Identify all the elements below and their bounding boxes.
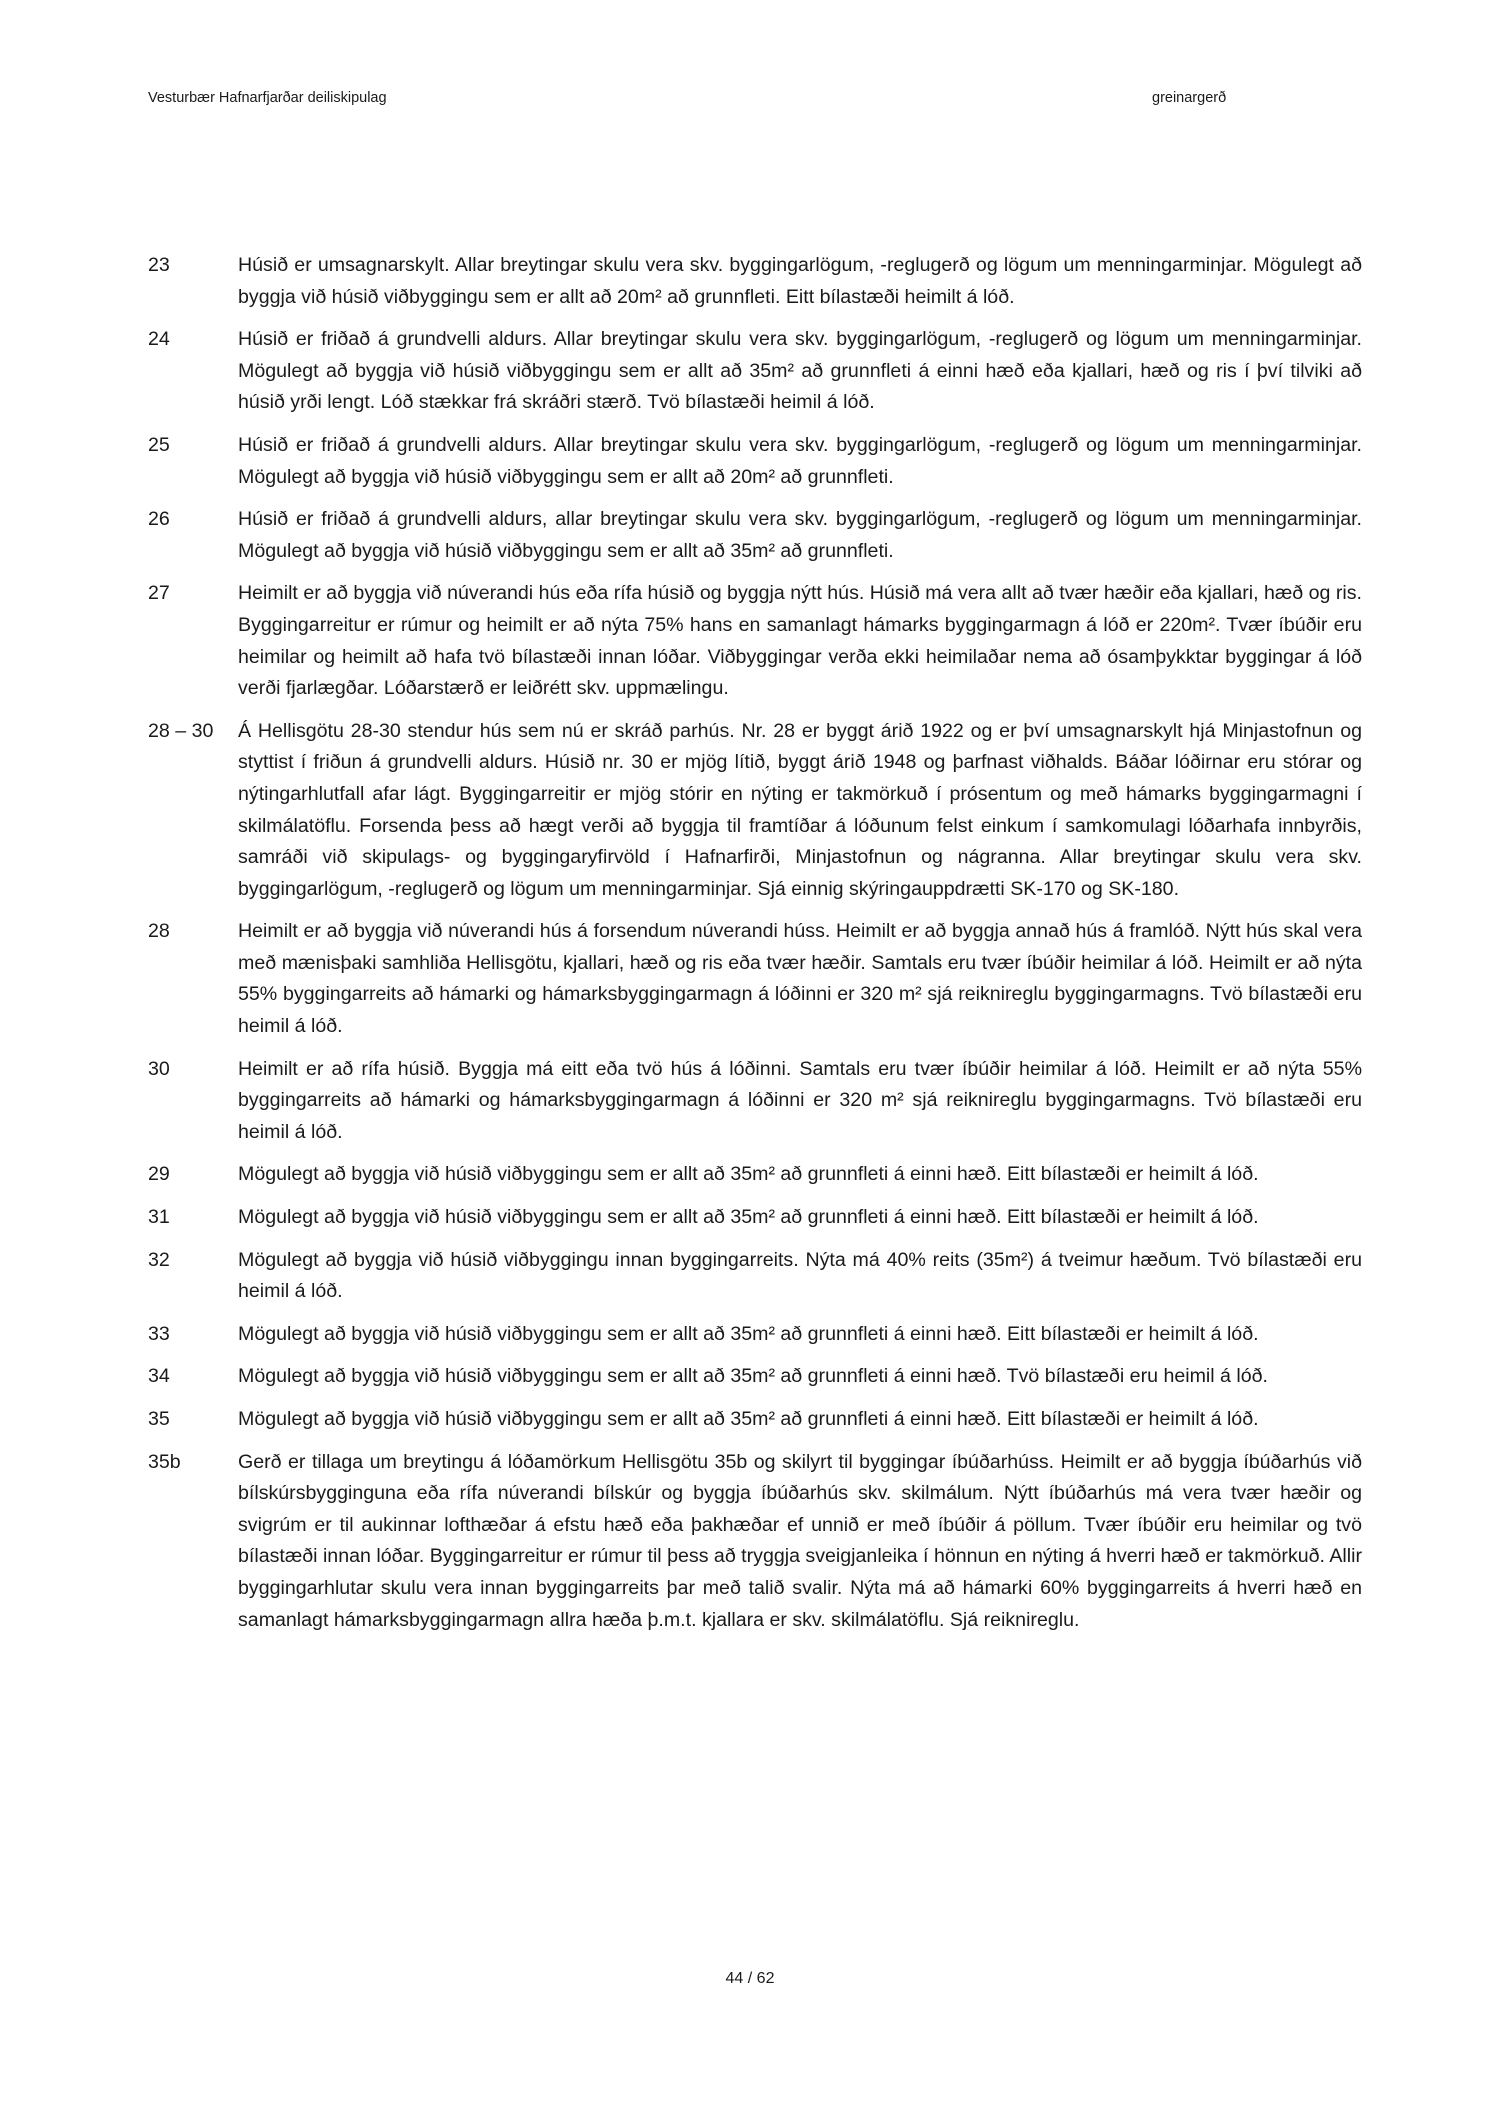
numbered-paragraph bbox=[148, 430, 1362, 493]
page-number: 44 / 62 bbox=[725, 1970, 775, 1987]
numbered-paragraph bbox=[148, 324, 1362, 419]
paragraph-number: 25 bbox=[148, 433, 170, 456]
paragraph-text: Mögulegt að byggja við húsið viðbyggingu sem er allt að 35m² að grunnfleti á einni hæð. Eitt bílastæði er heimilt á lóð. bbox=[238, 1322, 1259, 1345]
paragraph-text: Gerð er tillaga um breytingu á lóðamörkum Hellisgötu 35b og skilyrt til byggingar íbúðarhúss. Heimilt er að byggja íbúðarhús við bílskúrsbygginguna eða rífa núverandi bílskúr og byggja íbúðarhús skv. skilmálum. Nýtt íbúðarhús má vera tvær hæðir og svigrúm er til aukinnar lofthæðar á efstu hæð eða þakhæðar ef unnið er með íbúðir á pöllum. Tvær íbúðir eru heimilar og tvö bílastæði innan lóðar. Byggingarreitur er rúmur til þess að tryggja sveigjanleika í hönnun en nýting á hverri hæð er takmörkuð. Allir byggingarhlutar skulu vera innan byggingarreits þar með talið svalir. Nýta má að hámarki 60% byggingarreits á hverri hæð en samanlagt hámarksbyggingarmagn allra hæða þ.m.t. kjallara er skv. skilmálatöflu. Sjá reiknireglu. bbox=[238, 1450, 1362, 1631]
header-document-title: Vesturbær Hafnarfjarðar deiliskipulag bbox=[148, 90, 387, 106]
paragraph-number: 35b bbox=[148, 1450, 181, 1473]
numbered-paragraph bbox=[148, 1361, 1362, 1393]
paragraph-text: Húsið er friðað á grundvelli aldurs, allar breytingar skulu vera skv. byggingarlögum, -reglugerð og lögum um menningarminjar. Mögulegt að byggja við húsið viðbyggingu sem er allt að 35m² að grunnfleti. bbox=[238, 508, 1362, 562]
paragraph-number: 29 bbox=[148, 1163, 170, 1186]
paragraph-text: Mögulegt að byggja við húsið viðbyggingu innan byggingarreits. Nýta má 40% reits (35m²) á tveimur hæðum. Tvö bílastæði eru heimil á lóð. bbox=[238, 1248, 1362, 1303]
paragraph-number: 24 bbox=[148, 328, 170, 351]
paragraph-text: Mögulegt að byggja við húsið viðbyggingu sem er allt að 35m² að grunnfleti á einni hæð. Tvö bílastæði eru heimil á lóð. bbox=[238, 1365, 1268, 1388]
paragraph-text: Mögulegt að byggja við húsið viðbyggingu sem er allt að 35m² að grunnfleti á einni hæð. Eitt bílastæði er heimilt á lóð. bbox=[238, 1163, 1259, 1186]
paragraph-number: 27 bbox=[148, 582, 170, 605]
paragraph-number: 31 bbox=[148, 1206, 170, 1229]
numbered-paragraph bbox=[148, 716, 1362, 906]
paragraph-number: 28 bbox=[148, 920, 170, 943]
paragraph-number: 30 bbox=[148, 1057, 170, 1080]
paragraph-text: Húsið er umsagnarskylt. Allar breytingar skulu vera skv. byggingarlögum, -reglugerð og lögum um menningarminjar. Mögulegt að byggja við húsið viðbyggingu sem er allt að 20m² að grunnfleti. Eitt bílastæði heimilt á lóð. bbox=[238, 254, 1362, 308]
paragraph-text: Mögulegt að byggja við húsið viðbyggingu sem er allt að 35m² að grunnfleti á einni hæð. Eitt bílastæði er heimilt á lóð. bbox=[238, 1408, 1259, 1430]
numbered-paragraph bbox=[148, 1404, 1362, 1436]
numbered-paragraph bbox=[148, 916, 1362, 1042]
paragraph-number: 35 bbox=[148, 1408, 170, 1430]
numbered-paragraph bbox=[148, 1319, 1362, 1351]
numbered-paragraph bbox=[148, 1202, 1362, 1234]
paragraph-number: 26 bbox=[148, 508, 170, 531]
paragraph-text: Heimilt er að byggja við núverandi hús eða rífa húsið og byggja nýtt hús. Húsið má vera allt að tvær hæðir eða kjallari, hæð og ris. Byggingarreitur er rúmur og heimilt er að nýta 75% hans en samanlagt hámarks byggingarmagn á lóð er 220m². Tvær íbúðir eru heimilar og heimilt að hafa tvö bílastæði innan lóðar. Viðbyggingar verða ekki heimilaðar nema að ósamþykktar byggingar á lóð verði fjarlægðar. Lóðarstærð er leiðrétt skv. uppmælingu. bbox=[238, 582, 1362, 700]
paragraph-text: Heimilt er að rífa húsið. Byggja má eitt eða tvö hús á lóðinni. Samtals eru tvær íbúðir heimilar á lóð. Heimilt er að nýta 55% byggingarreits að hámarki og hámarksbyggingarmagn á lóðinni er 320 m² sjá reiknireglu byggingarmagns. Tvö bílastæði eru heimil á lóð. bbox=[238, 1057, 1362, 1143]
paragraph-number: 28 – 30 bbox=[148, 719, 214, 742]
paragraph-text: Mögulegt að byggja við húsið viðbyggingu sem er allt að 35m² að grunnfleti á einni hæð. Eitt bílastæði er heimilt á lóð. bbox=[238, 1206, 1259, 1229]
numbered-paragraph bbox=[148, 1245, 1362, 1308]
numbered-paragraph bbox=[148, 1447, 1362, 1637]
header-section-label: greinargerð bbox=[1152, 90, 1227, 106]
paragraph-number: 32 bbox=[148, 1248, 170, 1271]
document-body bbox=[148, 250, 1362, 1647]
numbered-paragraph bbox=[148, 250, 1362, 313]
paragraph-number: 33 bbox=[148, 1322, 170, 1345]
numbered-paragraph bbox=[148, 504, 1362, 567]
numbered-paragraph bbox=[148, 1159, 1362, 1191]
paragraph-text: Húsið er friðað á grundvelli aldurs. Allar breytingar skulu vera skv. byggingarlögum, -reglugerð og lögum um menningarminjar. Mögulegt að byggja við húsið viðbyggingu sem er allt að 35m² að grunnfleti á einni hæð eða kjallari, hæð og ris í því tilviki að húsið yrði lengt. Lóð stækkar frá skráðri stærð. Tvö bílastæði heimil á lóð. bbox=[238, 328, 1362, 414]
paragraph-number: 34 bbox=[148, 1365, 170, 1388]
numbered-paragraph bbox=[148, 578, 1362, 704]
paragraph-text: Húsið er friðað á grundvelli aldurs. Allar breytingar skulu vera skv. byggingarlögum, -reglugerð og lögum um menningarminjar. Mögulegt að byggja við húsið viðbyggingu sem er allt að 20m² að grunnfleti. bbox=[238, 433, 1362, 488]
paragraph-text: Á Hellisgötu 28-30 stendur hús sem nú er skráð parhús. Nr. 28 er byggt árið 1922 og er því umsagnarskylt hjá Minjastofnun og styttist í friðun á grundvelli aldurs. Húsið nr. 30 er mjög lítið, byggt árið 1948 og þarfnast viðhalds. Báðar lóðirnar eru stórar og nýtingarhlutfall afar lágt. Byggingarreitir er mjög stórir en nýting er takmörkuð í prósentum og með hámarks byggingarmagni í skilmálatöflu. Forsenda þess að hægt verði að byggja til framtíðar á lóðunum felst einkum í samkomulagi lóðarhafa innbyrðis, samráði við skipulags- og byggingaryfirvöld í Hafnarfirði, Minjastofnun og nágranna. Allar breytingar skulu vera skv. byggingarlögum, -reglugerð og lögum um menningarminjar. Sjá einnig skýringauppdrætti SK-170 og SK-180. bbox=[238, 719, 1362, 900]
paragraph-text: Heimilt er að byggja við núverandi hús á forsendum núverandi húss. Heimilt er að byggja annað hús á framlóð. Nýtt hús skal vera með mænisþaki samhliða Hellisgötu, kjallari, hæð og ris eða tvær hæðir. Samtals eru tvær íbúðir heimilar á lóð. Heimilt er að nýta 55% byggingarreits að hámarki og hámarksbyggingarmagn á lóðinni er 320 m² sjá reiknireglu byggingarmagns. Tvö bílastæði eru heimil á lóð. bbox=[238, 920, 1362, 1038]
paragraph-number: 23 bbox=[148, 254, 170, 276]
numbered-paragraph bbox=[148, 1054, 1362, 1149]
